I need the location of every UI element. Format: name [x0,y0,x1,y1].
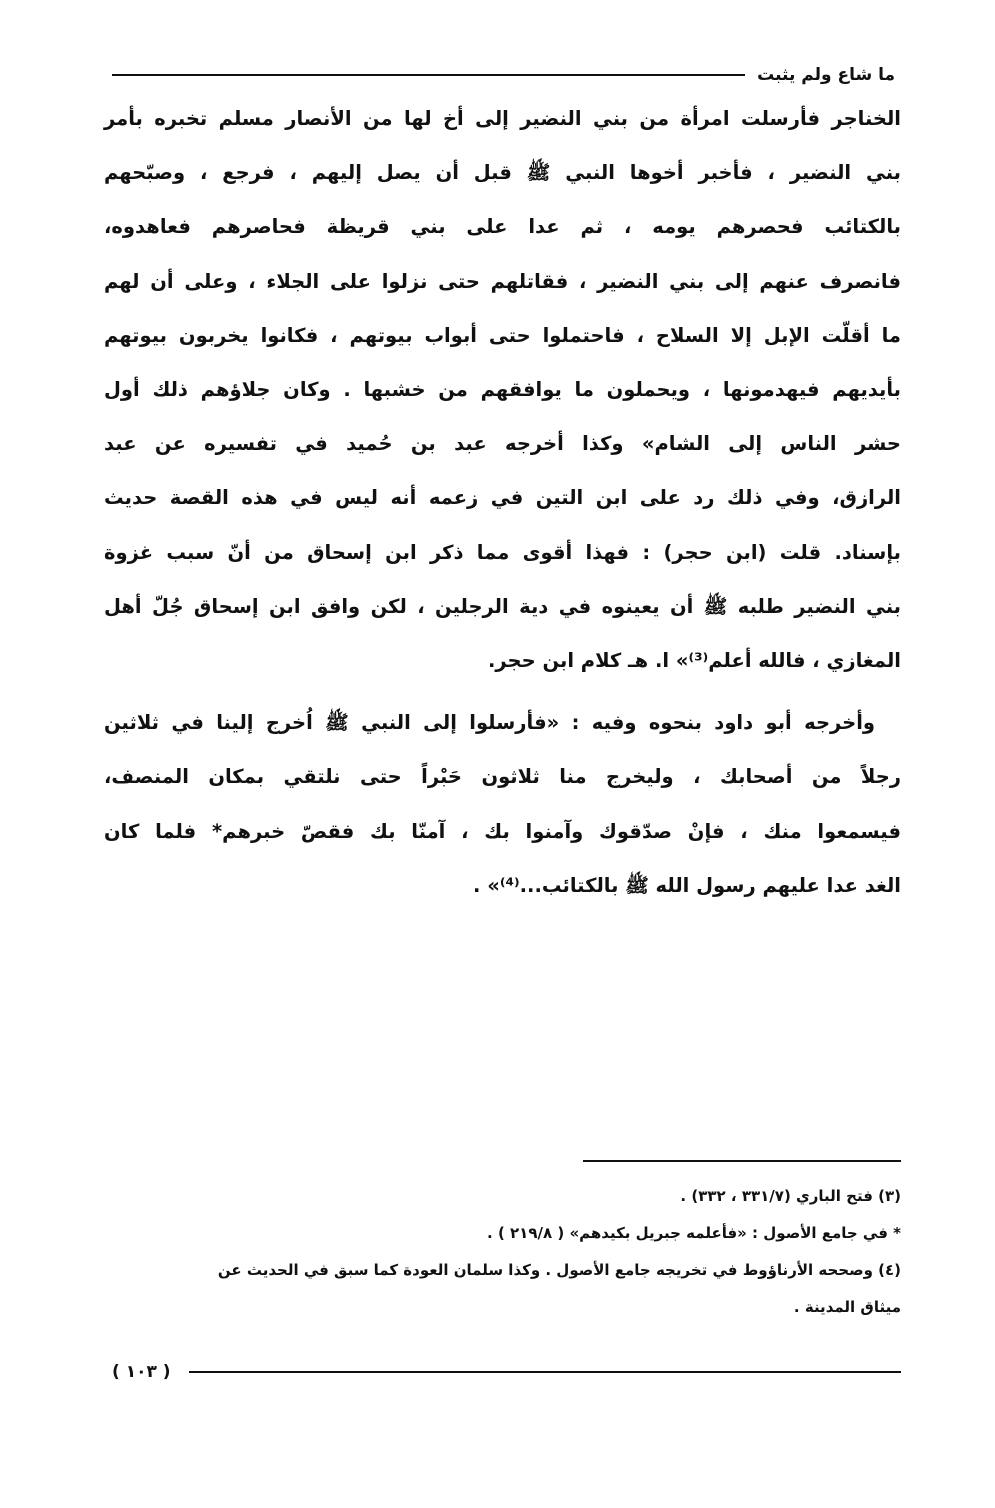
paragraph-1 [104,92,901,688]
running-header [112,58,895,92]
text-line: فيسمعوا منك ، فإنْ صدّقوك وآمنوا بك ، آمنّا بك فقصّ خبرهم* فلما كان [104,819,901,843]
text-line: الرازق، وفي ذلك رد على ابن التين في زعمه أنه ليس في هذه القصة حديث [104,486,901,510]
text-line: بني النضير طلبه ﷺ أن يعينوه في دية الرجلين ، لكن وافق ابن إسحاق جُلّ أهل [104,594,901,618]
text-line: رجلاً من أصحابك ، وليخرج منا ثلاثون حَبْراً حتى نلتقي بمكان المنصف، [104,765,901,789]
footnote-asterisk: * في جامع الأصول : «فأعلمه جبريل بكيدهم» ( ٢١٩/٨ ) . [487,1224,901,1242]
running-title: ما شاع ولم يثبت [757,65,895,85]
page-footer [112,1358,901,1386]
paragraph-2 [104,696,901,913]
text-line: وأخرجه أبو داود بنحوه وفيه : «فأرسلوا إلى النبي ﷺ اُخرج إلينا في ثلاثين [104,711,875,735]
text-line: الخناجر فأرسلت امرأة من بني النضير إلى أخ لها من الأنصار مسلم تخبره بأمر [104,107,901,130]
text-line: فانصرف عنهم إلى بني النضير ، فقاتلهم حتى نزلوا على الجلاء ، وعلى أن لهم [104,269,901,293]
text-line: بإسناد. قلت (ابن حجر) : فهذا أقوى مما ذكر ابن إسحاق من أنّ سبب غزوة [104,540,901,564]
footnote-4: (٤) وصححه الأرناؤوط في تخريجه جامع الأصول . وكذا سلمان العودة كما سبق في الحديث عن [217,1261,901,1279]
text-line: الغد عدا عليهم رسول الله ﷺ بالكتائب...⁽⁴⁾» . [473,873,901,897]
text-line: بني النضير ، فأخبر أخوها النبي ﷺ قبل أن يصل إليهم ، فرجع ، وصبّحهم [104,161,901,185]
text-line: المغازي ، فالله أعلم⁽³⁾» ا. هـ كلام ابن حجر. [488,649,901,673]
page-number: ( ١٠٣ ) [112,1362,171,1382]
main-text [104,92,901,913]
footnotes [104,1178,901,1326]
text-line: بالكتائب فحصرهم يومه ، ثم عدا على بني قريظة فحاصرهم فعاهدوه، [104,215,901,239]
footnote-3: (٣) فتح الباري (٣٣١/٧ ، ٣٣٢) . [680,1187,901,1205]
footer-rule [189,1371,901,1373]
footnote-4-continued: ميثاق المدينة . [793,1298,901,1316]
footnote-separator [583,1160,901,1162]
text-line: ما أقلّت الإبل إلا السلاح ، فاحتملوا حتى أبواب بيوتهم ، فكانوا يخربون بيوتهم [104,323,901,347]
text-line: بأيديهم فيهدمونها ، ويحملون ما يوافقهم من خشبها . وكان جلاؤهم ذلك أول [104,378,901,402]
text-line: حشر الناس إلى الشام» وكذا أخرجه عبد بن حُميد في تفسيره عن عبد [104,432,901,456]
header-rule [112,74,745,76]
